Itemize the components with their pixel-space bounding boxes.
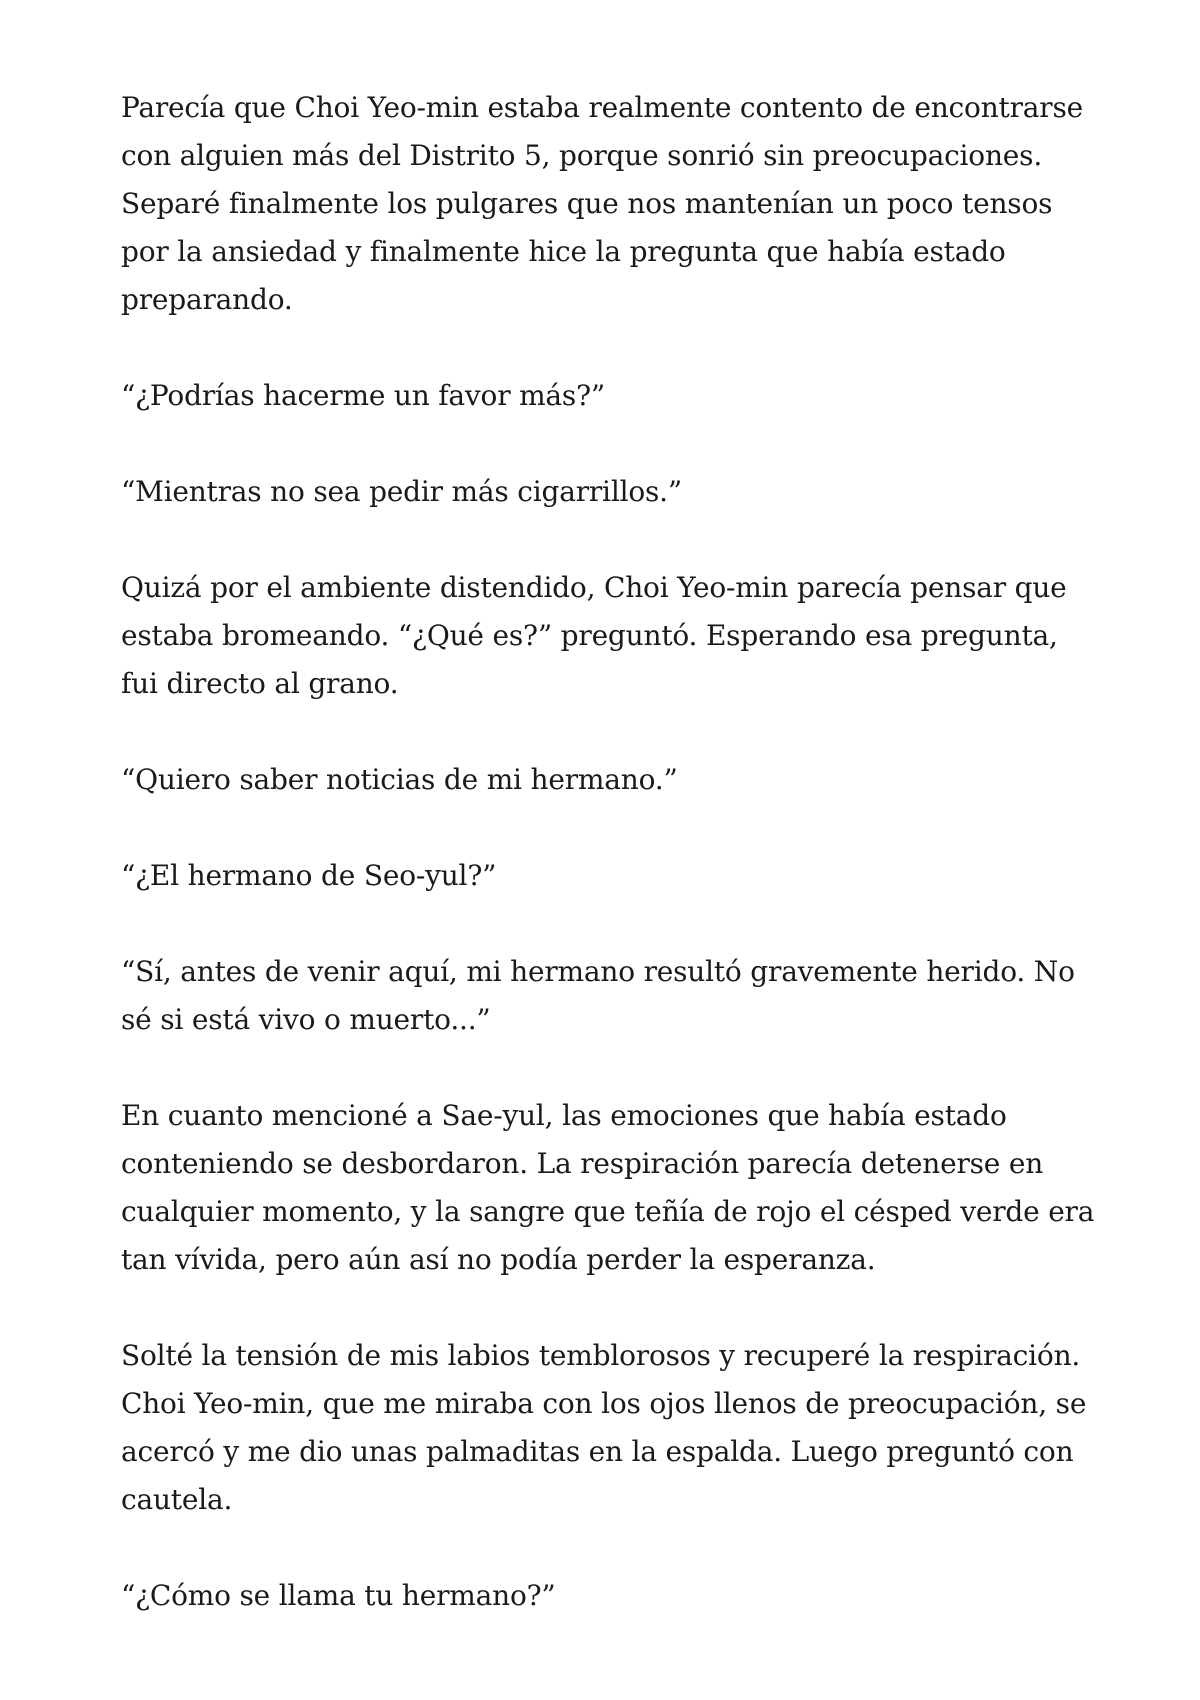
paragraph: Solté la tensión de mis labios temblorosos y recuperé la respiración. Choi Yeo-min, que me miraba con los ojos llenos de preocupación, se acercó y me dio unas palmaditas en la espalda. Luego preguntó con cautela. bbox=[121, 1339, 1087, 1516]
paragraph: “¿Cómo se llama tu hermano?” bbox=[121, 1579, 556, 1612]
paragraph: “Mientras no sea pedir más cigarrillos.” bbox=[121, 475, 682, 508]
paragraph: “Quiero saber noticias de mi hermano.” bbox=[121, 763, 678, 796]
paragraph: “¿Podrías hacerme un favor más?” bbox=[121, 379, 606, 412]
paragraph: En cuanto mencioné a Sae-yul, las emociones que había estado conteniendo se desbordaron. La respiración parecía detenerse en cualquier momento, y la sangre que teñía de rojo el césped verde era tan vívida, pero aún así no podía perder la esperanza. bbox=[121, 1099, 1095, 1276]
document-body bbox=[121, 84, 1101, 1620]
paragraph: Parecía que Choi Yeo-min estaba realmente contento de encontrarse con alguien más del Distrito 5, porque sonrió sin preocupaciones. Separé finalmente los pulgares que nos mantenían un poco tensos por la ansiedad y finalmente hice la pregunta que había estado preparando. bbox=[121, 91, 1083, 316]
paragraph: “Sí, antes de venir aquí, mi hermano resultó gravemente herido. No sé si está vivo o muerto...” bbox=[121, 955, 1075, 1036]
paragraph: “¿El hermano de Seo-yul?” bbox=[121, 859, 497, 892]
paragraph: Quizá por el ambiente distendido, Choi Yeo-min parecía pensar que estaba bromeando. “¿Qué es?” preguntó. Esperando esa pregunta, fui directo al grano. bbox=[121, 571, 1067, 700]
